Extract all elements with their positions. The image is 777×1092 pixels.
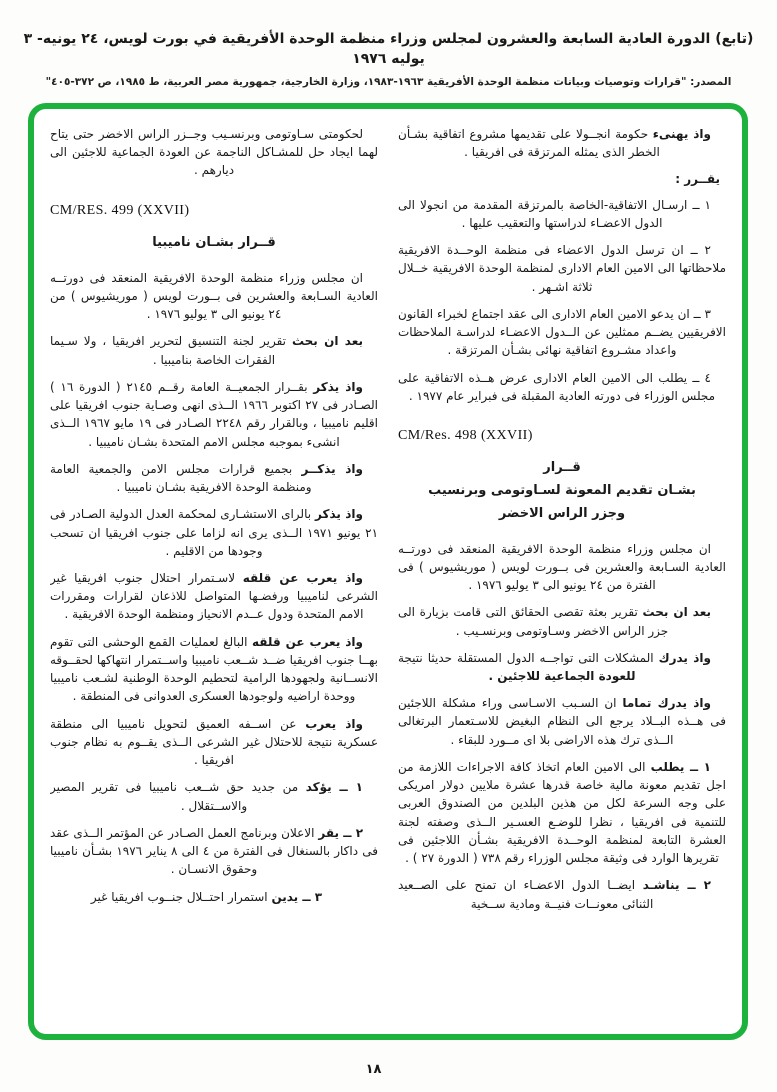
- paragraph-text: تقرير بعثة تقصى الحقائق التى قامت بزيارة الى جزر الراس الاخضر وسـاوتومى وبرنسـيب .: [398, 605, 669, 638]
- resolution-ref-498: CM/Res. 498 (XXVII): [398, 428, 533, 444]
- paragraph-lead: واذ يذكر: [315, 507, 363, 522]
- paragraph: [50, 633, 378, 706]
- paragraph-lead: واذ يعرب عن قلقه: [242, 571, 363, 585]
- resolution-title-499: [50, 233, 378, 253]
- paragraph-text: استمرار احتــلال جنــوب افريقيا غير: [90, 889, 272, 904]
- paragraph-lead: ٣ ــ يدين: [271, 889, 323, 904]
- paragraph: [50, 125, 378, 180]
- title-line: بشـان تقديم المعونة لسـاوتومى وبرنسيب: [428, 483, 696, 499]
- content-columns: [34, 109, 742, 1034]
- title-line: قــرار بشـان ناميبيا: [152, 234, 276, 250]
- paragraph-lead: ١ ــ يؤكد: [305, 780, 363, 795]
- paragraph: [50, 888, 378, 906]
- paragraph-text: ان السـبب الاسـاسى وراء مشكلة اللاجئين فى هــذه البــلاد يرجع الى النظام البغيض للاسـتعمار البرتغالى الــذى ترك هذه الاراضى بلا اى مــورد للبقاء .: [398, 696, 726, 747]
- paragraph: [50, 569, 378, 624]
- paragraph: [398, 305, 726, 360]
- paragraph-text: المشكلات التى تواجــه الدول المستقلة حديثا نتيجة: [398, 650, 659, 665]
- paragraph-lead: واذ يعرب: [305, 716, 363, 731]
- content-frame: [28, 103, 748, 1040]
- paragraph-lead: ٢ ــ يقر: [318, 825, 364, 840]
- paragraph-text: ان مجلس وزراء منظمة الوحدة الافريقية المنعقد فى دورتــه العادية السـابعة والعشرين فى بــورت لويس ( موريشيوس ) من ٢٤ يونيو الى ٣ يوليو ١٩٧٦ .: [50, 270, 378, 322]
- paragraph: [50, 778, 378, 814]
- paragraph-text: عن اســفه العميق لتحويل ناميبيا الى منطقة عسكرية نتيجة للاحتلال غير الشرعى الــذى يقــوم به نظام جنوب افريقيا .: [50, 716, 378, 768]
- title-line: وجزر الراس الاخضر: [498, 505, 626, 521]
- paragraph-lead: واذ يذكــر: [301, 461, 363, 476]
- paragraph-lead: واذ يدرك تماما: [622, 696, 711, 711]
- paragraph-lead: ١ ــ يطلب: [650, 759, 711, 774]
- paragraph-lead: ٢ ــ يناشـد: [642, 878, 711, 893]
- paragraph-text: لحكومتى سـاوتومى وبرنسـيب وجــزر الراس الاخضر حتى يتاح لهما ايجاد حل للمشـاكل الناجمة عن العودة الجماعية للاجئين الى ديارهم .: [50, 127, 378, 178]
- resolution-ref-499: CM/RES. 499 (XXVII): [50, 202, 190, 218]
- paragraph-text: من جديد حق شــعب ناميبيا فى تقرير المصير والاســتقلال .: [50, 780, 306, 813]
- paragraph-text: ايضــا الدول الاعضـاء ان تمنح على الصــعيد الثنائى معونــات فنيــة ومادية ســخية: [398, 878, 654, 911]
- title-line: قــرار: [543, 460, 581, 476]
- paragraph: [50, 505, 378, 560]
- decides-heading: [398, 170, 726, 188]
- paragraph: [50, 332, 378, 368]
- paragraph-text: لاسـتمرار احتلال جنوب افريقيا غير الشرعى لناميبيا ورفضـها المتواصل للاذعان لقرارات ومقررات الامم المتحدة ودول عــدم الانحياز ومنظمة الوحدة الافريقية .: [50, 571, 378, 622]
- paragraph: [50, 824, 378, 879]
- paragraph: [50, 715, 378, 770]
- paragraph-text: الاعلان وبرنامج العمل الصـادر عن المؤتمر الــذى عقد فى داكار بالسنغال فى الفترة من ٤ الى ٨ يناير ١٩٧٦ بشـأن ناميبيا وحقوق الانسـان .: [50, 825, 378, 877]
- paragraph: [398, 876, 726, 912]
- paragraph-lead: بعد ان بحث: [642, 605, 711, 620]
- paragraph-lead: يقــرر :: [675, 172, 720, 187]
- paragraph-lead: واذ يذكر: [313, 379, 363, 394]
- page-header: [10, 30, 767, 88]
- paragraph-text: بالراى الاستشـارى لمحكمة العدل الدولية الصـادر فى ٢١ يونيو ١٩٧١ الــذى يرى انه لزاما على جنوب افريقيا ان تسحب وجودها من الاقليم .: [50, 507, 378, 558]
- paragraph-text: بجميع قرارات مجلس الامن والجمعية العامة ومنظمة الوحدة الافريقية بشـان ناميبيا .: [50, 461, 312, 495]
- paragraph-lead: بعد ان بحث: [291, 334, 363, 349]
- paragraph-text: ٢ ــ ان ترسل الدول الاعضاء فى منظمة الوحــدة الافريقية ملاحظاتها الى الامين العام الادارى لمنظمة الوحدة الافريقية خــلال ثلاثة اشـهر .: [398, 243, 726, 294]
- resolution-title-498: [398, 458, 726, 523]
- header-title: (تابع) الدورة العادية السابعة والعشرون لمجلس وزراء منظمة الوحدة الأفريقية في بورت لويس، ٢٤ يونيه- ٣ يوليه ١٩٧٦: [23, 31, 754, 67]
- paragraph: [50, 269, 378, 324]
- paragraph: [50, 460, 378, 496]
- paragraph-lead: واذ يدرك: [658, 650, 711, 665]
- paragraph-text: ٣ ــ ان يدعو الامين العام الادارى الى عقد اجتماع لخبراء القانون الافريقيين يضــم ممثلين عن الــدول الاعضـاء لدراسـة الملاحظات واعداد مشـروع اتفاقية نهائى بشـأن المرتزقة .: [398, 306, 726, 358]
- paragraph-text: الى الامين العام اتخاذ كافة الاجراءات اللازمة من اجل تقديم معونة مالية خاصة قدرها عشرة ملايين دولار امريكى على وجه السرعة لكل من هذين البلدين من الصندوق العربى للتنمية فى افريقيا ، نظرا للوضـع العسـير الــذى وصفته لجنة العشرة التابعة لمنظمة الوحــدة الافريقية بشـأن اللاجئين فى تقريرها الوارد فى وثيقة مجلس الوزراء رقم ٧٣٨ ( الدورة ٢٧ ) .: [398, 759, 726, 866]
- paragraph-text: ان مجلس وزراء منظمة الوحدة الافريقية المنعقد فى دورتــه العادية السـابعة والعشرين فى بــورت لويس ( موريشيوس ) فى الفترة من ٢٤ يونيو الى ٣ يوليو ١٩٧٦ .: [398, 541, 726, 593]
- header-source: المصدر: "قرارات وتوصيات وبيانات منظمة الوحدة الأفريقية ١٩٦٣-١٩٨٣، وزارة الخارجية، جمهورية مصر العربية، ط ١٩٨٥، ص ٣٧٢-٤٠٥": [45, 76, 732, 89]
- column-right-res498: [398, 125, 726, 1026]
- paragraph-lead: واذ يهنىء: [652, 127, 711, 141]
- paragraph: [398, 603, 726, 639]
- paragraph-tail: للعودة الجماعية للاجئين .: [488, 668, 636, 683]
- paragraph: [398, 758, 726, 867]
- paragraph: [398, 540, 726, 595]
- paragraph: [398, 125, 726, 161]
- paragraph: [398, 196, 726, 232]
- paragraph-text: ٤ ــ يطلب الى الامين العام الادارى عرض هــذه الاتفاقية على مجلس الوزراء فى دورته العادية المقبلة فى فبراير عام ١٩٧٧ .: [398, 370, 716, 403]
- page-number: ١٨: [365, 1062, 382, 1077]
- paragraph-text: ١ ــ ارسـال الاتفاقية-الخاصة بالمرتزقة المقدمة من انجولا الى الدول الاعضـاء لدراستها والتعقيب عليها .: [398, 197, 711, 230]
- paragraph-text: البالغ لعمليات القمع الوحشى التى تقوم بهــا جنوب افريقيا ضــد شــعب ناميبيا واســتمرار انتهاكها لحقــوقه الانســانية ولجهودها الرامية لتحطيم الوحدة الوطنية لشـعب ناميبيا ووحدة اراضيه ولوجودها العسكرى العدوانى فى المنطقة .: [50, 634, 378, 704]
- paragraph: [398, 649, 726, 685]
- paragraph-text: تقرير لجنة التنسيق لتحرير افريقيا ، ولا سـيما الفقرات الخاصة بناميبيا .: [50, 334, 292, 367]
- paragraph-text: بقــرار الجمعيــة العامة رقــم ٢١٤٥ ( الدورة ١٦ ) الصـادر فى ٢٧ اكتوبر ١٩٦٦ الــذى انهى وصـاية جنوب افريقيا على اقليم ناميبيا ، وبالقرار رقم ٢٢٤٨ الصـادر فى ١٩ مايو ١٩٦٧ الــذى انشىء بموجبه مجلس الامم المتحدة بشـان ناميبيا .: [50, 379, 378, 449]
- paragraph-text: حكومة انجــولا على تقديمها مشروع اتفاقية بشـأن الخطر الذى يمثله المرتزقة فى افريقيا .: [398, 127, 660, 160]
- paragraph: [50, 378, 378, 451]
- paragraph-lead: واذ يعرب عن قلقه: [252, 634, 363, 649]
- column-left-res499: [50, 125, 378, 1026]
- paragraph: [398, 694, 726, 749]
- paragraph: [398, 241, 726, 296]
- paragraph: [398, 369, 726, 405]
